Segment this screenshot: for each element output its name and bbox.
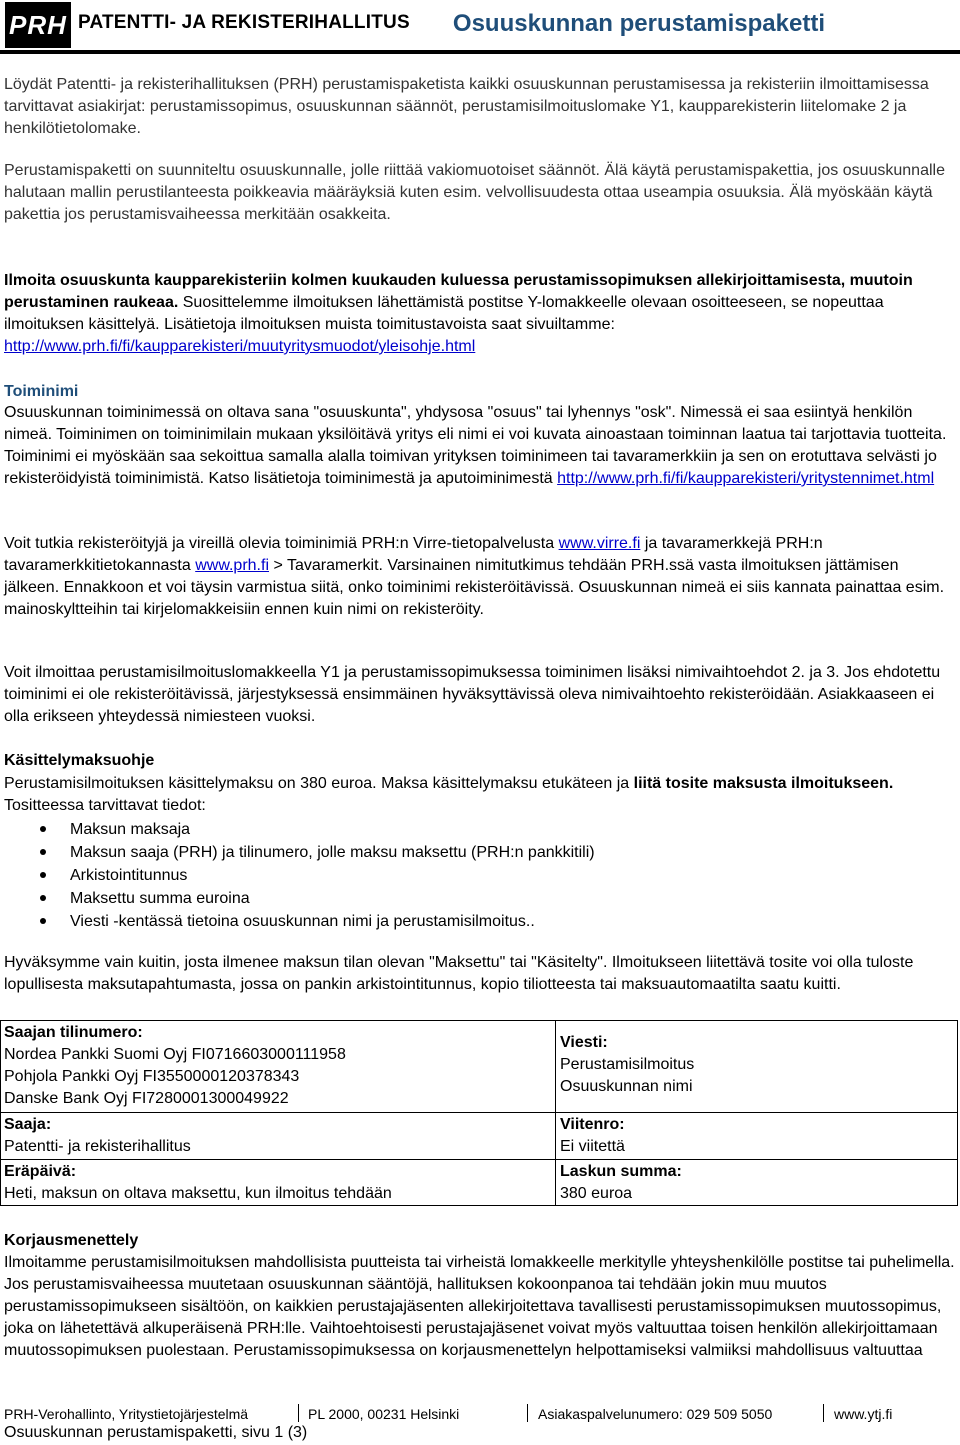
document-title: Osuuskunnan perustamispaketti bbox=[452, 10, 825, 37]
notice-paragraph bbox=[4, 270, 956, 358]
list-item: Maksun maksaja bbox=[4, 818, 595, 841]
fee-bullet-list bbox=[4, 818, 595, 933]
nimivaihtoehdot-paragraph: Voit ilmoittaa perustamisilmoituslomakkeella Y1 ja perustamissopimuksessa toiminimen lisäksi nimivaihtoehdot 2. ja 3. Jos ehdotettu toiminimi ei ole rekisteröitävissä, järjestyksessä ensimmäinen hyväksyttävissä oleva nimivaihtoehto rekisteröidään. Asiakkaaseen ei olla erikseen yhteydessä nimiesteen vuoksi. bbox=[4, 664, 941, 725]
payment-table bbox=[0, 1020, 958, 1206]
logo-text: PRH bbox=[9, 9, 67, 40]
message-label: Viesti: bbox=[560, 1034, 608, 1051]
footer-separator bbox=[298, 1404, 299, 1422]
message-line: Perustamisilmoitus bbox=[560, 1056, 695, 1073]
header-rule bbox=[0, 50, 960, 54]
reference-value: Ei viitettä bbox=[560, 1138, 625, 1155]
org-name: PATENTTI- JA REKISTERIHALLITUS bbox=[78, 12, 410, 33]
payee-label: Saaja: bbox=[4, 1116, 52, 1133]
list-item: Viesti -kentässä tietoina osuuskunnan nimi ja perustamisilmoitus.. bbox=[4, 910, 595, 933]
intro-paragraph-2 bbox=[4, 160, 956, 226]
account-number: Pohjola Pankki Oyj FI3550000120378343 bbox=[4, 1068, 300, 1085]
toiminimi-heading: Toiminimi bbox=[4, 383, 79, 400]
account-label: Saajan tilinumero: bbox=[4, 1024, 143, 1041]
footer-web: www.ytj.fi bbox=[834, 1406, 893, 1422]
notice-bold: Ilmoita osuuskunta kaupparekisteriin kolmen kuukauden kuluessa perustamissopimuksen allekirjoittamisesta, muutoin perustaminen raukeaa. bbox=[4, 272, 913, 311]
footer-separator bbox=[823, 1404, 824, 1422]
message-cell bbox=[560, 1032, 694, 1098]
prh-logo bbox=[5, 2, 71, 48]
table-border bbox=[0, 1205, 958, 1206]
table-border bbox=[0, 1159, 958, 1160]
fee-text-a: Perustamisilmoituksen käsittelymaksu on 380 euroa. Maksa käsittelymaksu etukäteen ja bbox=[4, 775, 634, 792]
table-border bbox=[0, 1112, 958, 1113]
message-line: Osuuskunnan nimi bbox=[560, 1078, 693, 1095]
account-number: Danske Bank Oyj FI7280001300049922 bbox=[4, 1090, 289, 1107]
notice-text: Suosittelemme ilmoituksen lähettämistä postitse Y-lomakkeelle olevaan osoitteeseen, se nopeuttaa ilmoituksen käsittelyä. Lisätietoja ilmoituksen muista toimitustavoista saat sivuiltamme: bbox=[4, 294, 884, 333]
intro-text-b: Älä käytä perustamispakettia, jos osuuskunnalle halutaan mallin perustilanteesta poikkeavia määräyksiä kuten esim. velvollisuudesta ottaa useampia osuuksia. Älä myöskään käytä pakettia jos perustamisvaiheessa merkitään osakkeita. bbox=[4, 162, 945, 223]
receipt-paragraph: Hyväksymme vain kuitin, josta ilmenee maksun tilan olevan "Maksettu" tai "Käsitelty". Ilmoitukseen liitettävä tosite voi olla tuloste lopullisesta maksutapahtumasta, jossa on pankin arkistointitunnus, kopio tiliotteesta tai maksuautomaatilta saatu kuitti. bbox=[4, 954, 914, 993]
footer-customer-service: Asiakaspalvelunumero: 029 509 5050 bbox=[538, 1406, 773, 1422]
footer-separator bbox=[527, 1404, 528, 1422]
payee-value: Patentti- ja rekisterihallitus bbox=[4, 1138, 191, 1155]
virre-text-b: ja tavaramerkkejä PRH:n tavaramerkkitietokannasta bbox=[4, 535, 823, 574]
virre-link[interactable]: www.virre.fi bbox=[558, 535, 641, 552]
virre-paragraph bbox=[4, 533, 956, 621]
reference-cell bbox=[560, 1114, 625, 1158]
due-label: Eräpäivä: bbox=[4, 1163, 77, 1180]
virre-text-a: Voit tutkia rekisteröityjä ja vireillä olevia toiminimiä PRH:n Virre-tietopalvelusta bbox=[4, 535, 559, 552]
correction-heading: Korjausmenettely bbox=[4, 1232, 139, 1249]
fee-heading: Käsittelymaksuohje bbox=[4, 752, 155, 769]
toiminimi-paragraph bbox=[4, 402, 956, 490]
intro-paragraph: Löydät Patentti- ja rekisterihallituksen (PRH) perustamispaketista kaikki osuuskunnan perustamisessa ja rekisteriin ilmoittamisessa tarvittavat asiakirjat: perustamissopimus, osuuskunnan säännöt, perustamisilmoituslomake Y1, kaupparekisterin liitelomake 2 ja henkilötietolomake. bbox=[4, 76, 929, 137]
table-border bbox=[0, 1020, 958, 1021]
list-item: Maksettu summa euroina bbox=[4, 887, 595, 910]
page-header bbox=[0, 0, 960, 56]
yleisohje-link[interactable]: http://www.prh.fi/fi/kaupparekisteri/muutyritysmuodot/yleisohje.html bbox=[4, 338, 476, 355]
payee-cell bbox=[4, 1114, 191, 1158]
amount-cell bbox=[560, 1161, 682, 1205]
footer-address: PL 2000, 00231 Helsinki bbox=[308, 1406, 460, 1422]
account-number: Nordea Pankki Suomi Oyj FI0716603000111958 bbox=[4, 1046, 346, 1063]
account-cell bbox=[4, 1022, 346, 1110]
fee-paragraph bbox=[4, 773, 956, 817]
virre-text-c: > Tavaramerkit. Varsinainen nimitutkimus tehdään PRH.ssä vasta ilmoituksen jättämisen jälkeen. Ennakkoon et voi täysin varmistua siitä, onko toiminimi rekisteröitävissä. Osuuskunnan nimeä ei siis kannata painattaa esim. mainoskyltteihin tai kirjelomakkeisiin ennen kuin nimi on rekisteröity. bbox=[4, 557, 945, 618]
due-cell bbox=[4, 1161, 392, 1205]
toiminimi-text: Osuuskunnan toiminimessä on oltava sana "osuuskunta", yhdysosa "osuus" tai lyhennys "osk". Nimessä ei saa esiintyä henkilön nimeä. Toiminimen on toiminimilain mukaan yksilöitävä yritys eli nimi ei voi kuvata ainoastaan toiminnan laatua tai tarjottavia tuotteita. Toiminimi ei myöskään saa sekoittua samalla alalla toimivan yrityksen toiminimeen tai tavaramerkkiin ja sen on erotuttava selvästi jo rekisteröidyistä toiminimistä. Katso lisätietoja toiminimestä ja aputoiminimestä bbox=[4, 404, 947, 487]
amount-label: Laskun summa: bbox=[560, 1163, 682, 1180]
reference-label: Viitenro: bbox=[560, 1116, 625, 1133]
table-border bbox=[957, 1020, 958, 1206]
table-border bbox=[0, 1020, 1, 1206]
page-footer bbox=[0, 1404, 960, 1445]
amount-value: 380 euroa bbox=[560, 1185, 633, 1202]
prh-link[interactable]: www.prh.fi bbox=[195, 557, 269, 574]
table-border bbox=[555, 1020, 556, 1206]
intro-text-a: Perustamispaketti on suunniteltu osuuskunnalle, jolle riittää vakiomuotoiset säännöt. bbox=[4, 162, 600, 179]
footer-org: PRH-Verohallinto, Yritystietojärjestelmä bbox=[4, 1406, 249, 1422]
list-item: Maksun saaja (PRH) ja tilinumero, jolle maksu maksettu (PRH:n pankkitili) bbox=[4, 841, 595, 864]
fee-text-bold: liitä tosite maksusta ilmoitukseen. bbox=[633, 775, 894, 792]
page-number: Osuuskunnan perustamispaketti, sivu 1 (3) bbox=[4, 1424, 308, 1441]
yritystennimet-link[interactable]: http://www.prh.fi/fi/kaupparekisteri/yritystennimet.html bbox=[557, 470, 935, 487]
fee-text-b: Tositteessa tarvittavat tiedot: bbox=[4, 797, 206, 814]
list-item: Arkistointitunnus bbox=[4, 864, 595, 887]
correction-paragraph: Ilmoitamme perustamisilmoituksen mahdollisista puutteista tai virheistä lomakkeelle merkitylle yhteyshenkilölle postitse tai puhelimella. Jos perustamisvaiheessa muutetaan osuuskunnan sääntöjä, hallituksen kokoonpanoa tai tehdään jokin muu muutos perustamissopimukseen sisältöön, on kaikkien perustajajäsenten allekirjoitettava tavallisesti perustamissopimuksen muutossopimus, joka on lähetettävä alkuperäisenä PRH:lle. Vaihtoehtoisesti perustajajäsenet voivat myös valtuuttaa toisen henkilön allekirjoittamaan muutossopimuksen puolestaan. Perustamissopimuksessa on korjausmenettelyn helpottamiseksi valmiiksi mahdollisuus valtuuttaa bbox=[4, 1254, 955, 1359]
due-value: Heti, maksun on oltava maksettu, kun ilmoitus tehdään bbox=[4, 1185, 392, 1202]
